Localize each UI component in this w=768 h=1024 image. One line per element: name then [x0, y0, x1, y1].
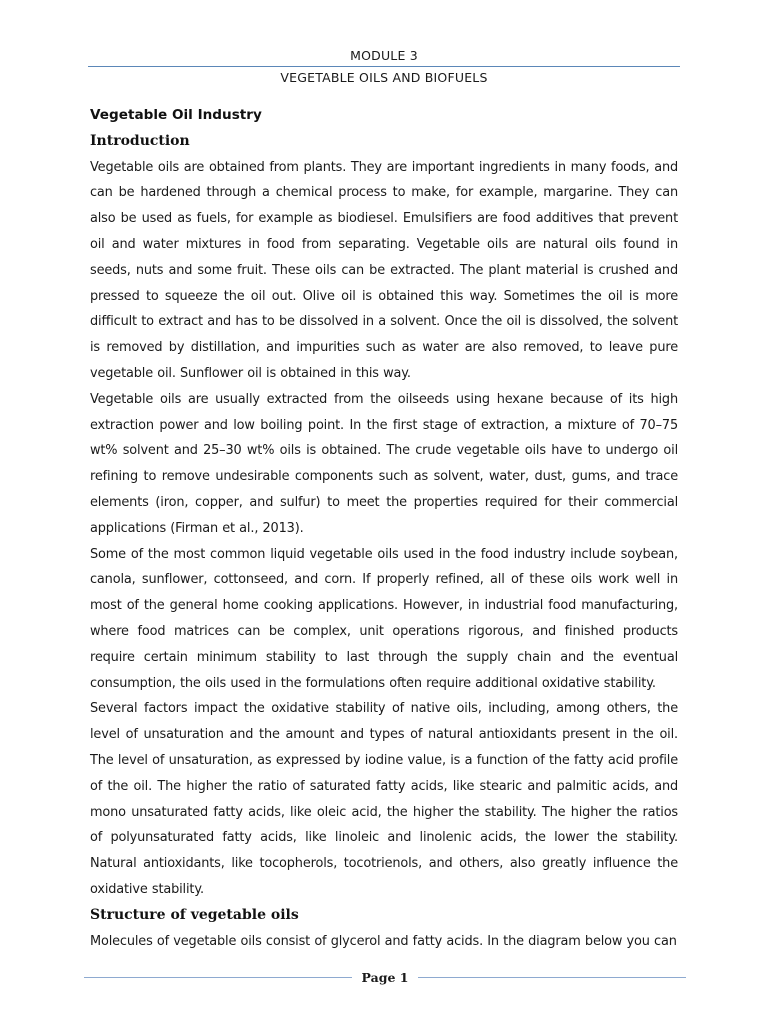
paragraph-oxidative-stability: Several factors impact the oxidative stability of native oils, including, among others, the level of unsaturation and the amount and types of natural antioxidants present in the oil. The level of unsaturation, as expressed by iodine value, is a function of the fatty acid profile of the oil. The higher the ratio of saturated fatty acids, like stearic and palmitic acids, and mono unsaturated fatty acids, like oleic acid, the higher the stability. The higher the ratios of polyunsaturated fatty acids, like linoleic and linolenic acids, the lower the stability. Natural antioxidants, like tocopherols, tocotrienols, and others, also greatly influence the oxidative stability. — [90, 701, 678, 897]
page-header — [88, 46, 680, 88]
intro-heading: Introduction — [90, 132, 190, 149]
paragraph-structure: Molecules of vegetable oils consist of glycerol and fatty acids. In the diagram below you can — [90, 933, 677, 949]
paragraph-extraction: Vegetable oils are usually extracted from the oilseeds using hexane because of its high extraction power and low boiling point. In the first stage of extraction, a mixture of 70–75 wt% solvent and 25–30 wt% oils is obtained. The crude vegetable oils have to undergo oil refining to remove undesirable components such as solvent, water, dust, gums, and trace elements (iron, copper, and sulfur) to meet the properties required for their commercial applications (Firman et al., 2013). — [90, 391, 678, 536]
page-footer — [84, 968, 686, 988]
header-divider — [88, 66, 680, 67]
document-subtitle: VEGETABLE OILS AND BIOFUELS — [280, 70, 488, 85]
paragraph-common-oils: Some of the most common liquid vegetable oils used in the food industry include soybean, canola, sunflower, cottonseed, and corn. If properly refined, all of these oils work well in most of the general home cooking applications. However, in industrial food manufacturing, where food matrices can be complex, unit operations rigorous, and finished products require certain minimum stability to last through the supply chain and the eventual consumption, the oils used in the formulations often require additional oxidative stability. — [90, 546, 678, 691]
footer-divider-right — [418, 977, 686, 978]
module-label: MODULE 3 — [350, 48, 418, 63]
document-body — [90, 103, 678, 954]
paragraph-intro: Vegetable oils are obtained from plants. They are important ingredients in many foods, and can be hardened through a chemical process to make, for example, margarine. They can also be used as fuels, for example as biodiesel. Emulsifiers are food additives that prevent oil and water mixtures in food from separating. Vegetable oils are natural oils found in seeds, nuts and some fruit. These oils can be extracted. The plant material is crushed and pressed to squeeze the oil out. Olive oil is obtained this way. Sometimes the oil is more difficult to extract and has to be dissolved in a solvent. Once the oil is dissolved, the solvent is removed by distillation, and impurities such as water are also removed, to leave pure vegetable oil. Sunflower oil is obtained in this way. — [90, 159, 678, 381]
section-title: Vegetable Oil Industry — [90, 107, 262, 123]
page-number: Page 1 — [361, 970, 409, 985]
structure-heading: Structure of vegetable oils — [90, 906, 299, 923]
